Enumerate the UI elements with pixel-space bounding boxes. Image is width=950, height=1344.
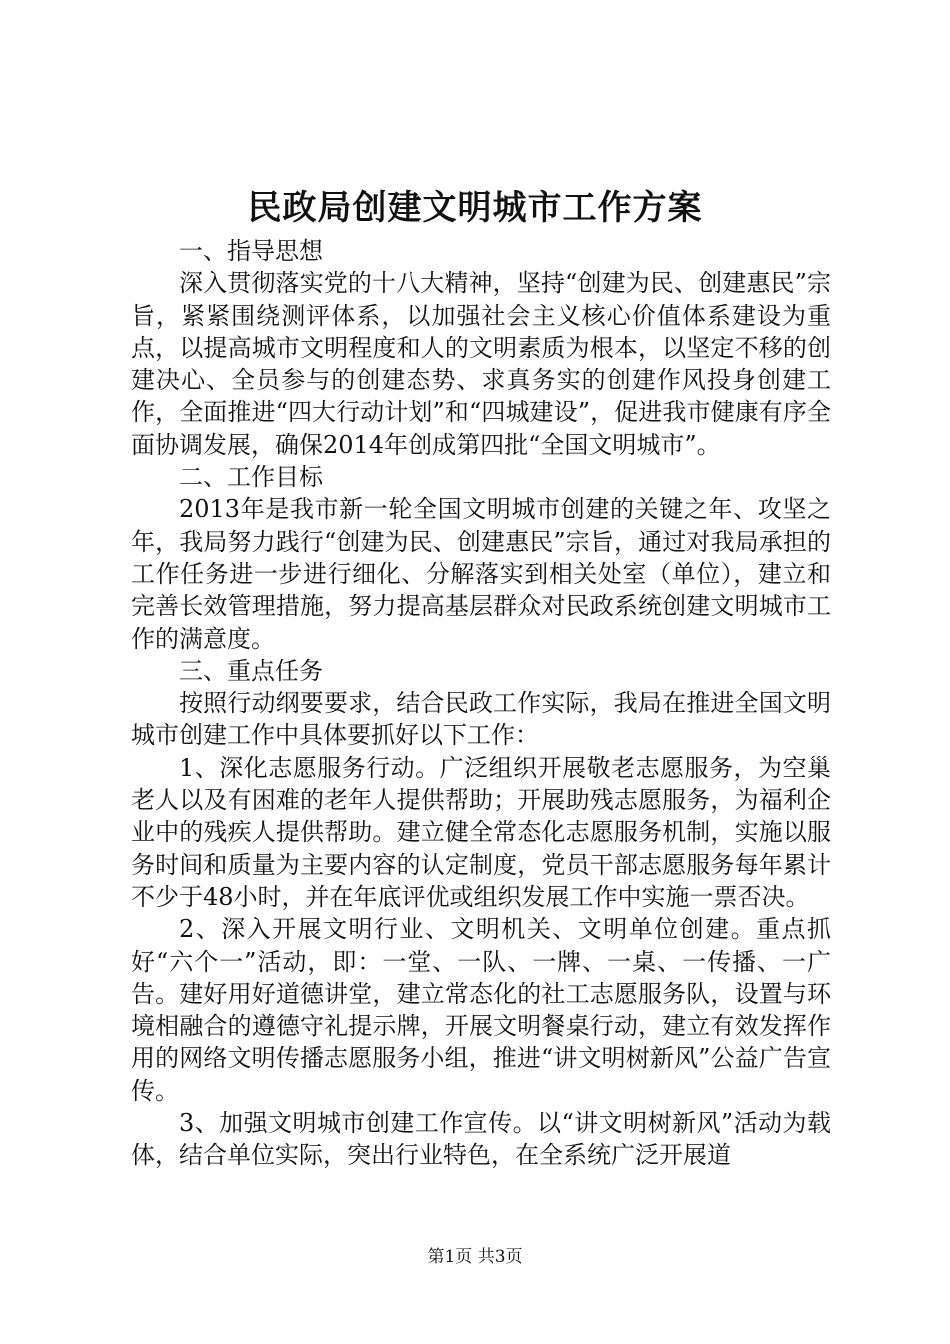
page-footer: 第1页 共3页 (427, 1247, 523, 1267)
section-heading-key-tasks: 三、重点任务 (179, 656, 323, 685)
document-body (131, 235, 831, 1172)
paragraph-task-2: 2、深入开展文明行业、文明机关、文明单位创建。重点抓好“六个一”活动，即：一堂、一队、一牌、一桌、一传播、一广告。建好用好道德讲堂，建立常态化的社工志愿服务队，设置与环境相融合的遵德守礼提示牌，开展文明餐桌行动，建立有效发挥作用的网络文明传播志愿服务小组，推进“讲文明树新风”公益广告宣传。 (131, 915, 831, 1105)
paragraph-task-1: 1、深化志愿服务行动。广泛组织开展敬老志愿服务，为空巢老人以及有困难的老年人提供帮助；开展助残志愿服务，为福利企业中的残疾人提供帮助。建立健全常态化志愿服务机制，实施以服务时间和质量为主要内容的认定制度，党员干部志愿服务每年累计不少于48小时，并在年底评优或组织发展工作中实施一票否决。 (131, 753, 831, 911)
section-heading-work-goals: 二、工作目标 (179, 463, 323, 492)
paragraph-guiding-ideology: 深入贯彻落实党的十八大精神，坚持“创建为民、创建惠民”宗旨，紧紧围绕测评体系，以加强社会主义核心价值体系建设为重点，以提高城市文明程度和人的文明素质为根本，以坚定不移的创建决心、全员参与的创建态势、求真务实的创建作风投身创建工作，全面推进“四大行动计划”和“四城建设”，促进我市健康有序全面协调发展，确保2014年创成第四批“全国文明城市”。 (131, 269, 831, 459)
paragraph-task-3: 3、加强文明城市创建工作宣传。以“讲文明树新风”活动为载体，结合单位实际，突出行业特色，在全系统广泛开展道 (131, 1109, 831, 1170)
document-title: 民政局创建文明城市工作方案 (247, 188, 703, 228)
paragraph-key-tasks-intro: 按照行动纲要要求，结合民政工作实际，我局在推进全国文明城市创建工作中具体要抓好以下工作： (131, 689, 831, 750)
section-heading-guiding-ideology: 一、指导思想 (179, 237, 323, 265)
paragraph-work-goals: 2013年是我市新一轮全国文明城市创建的关键之年、攻坚之年，我局努力践行“创建为民、创建惠民”宗旨，通过对我局承担的工作任务进一步进行细化、分解落实到相关处室（单位），建立和完善长效管理措施，努力提高基层群众对民政系统创建文明城市工作的满意度。 (131, 495, 831, 653)
